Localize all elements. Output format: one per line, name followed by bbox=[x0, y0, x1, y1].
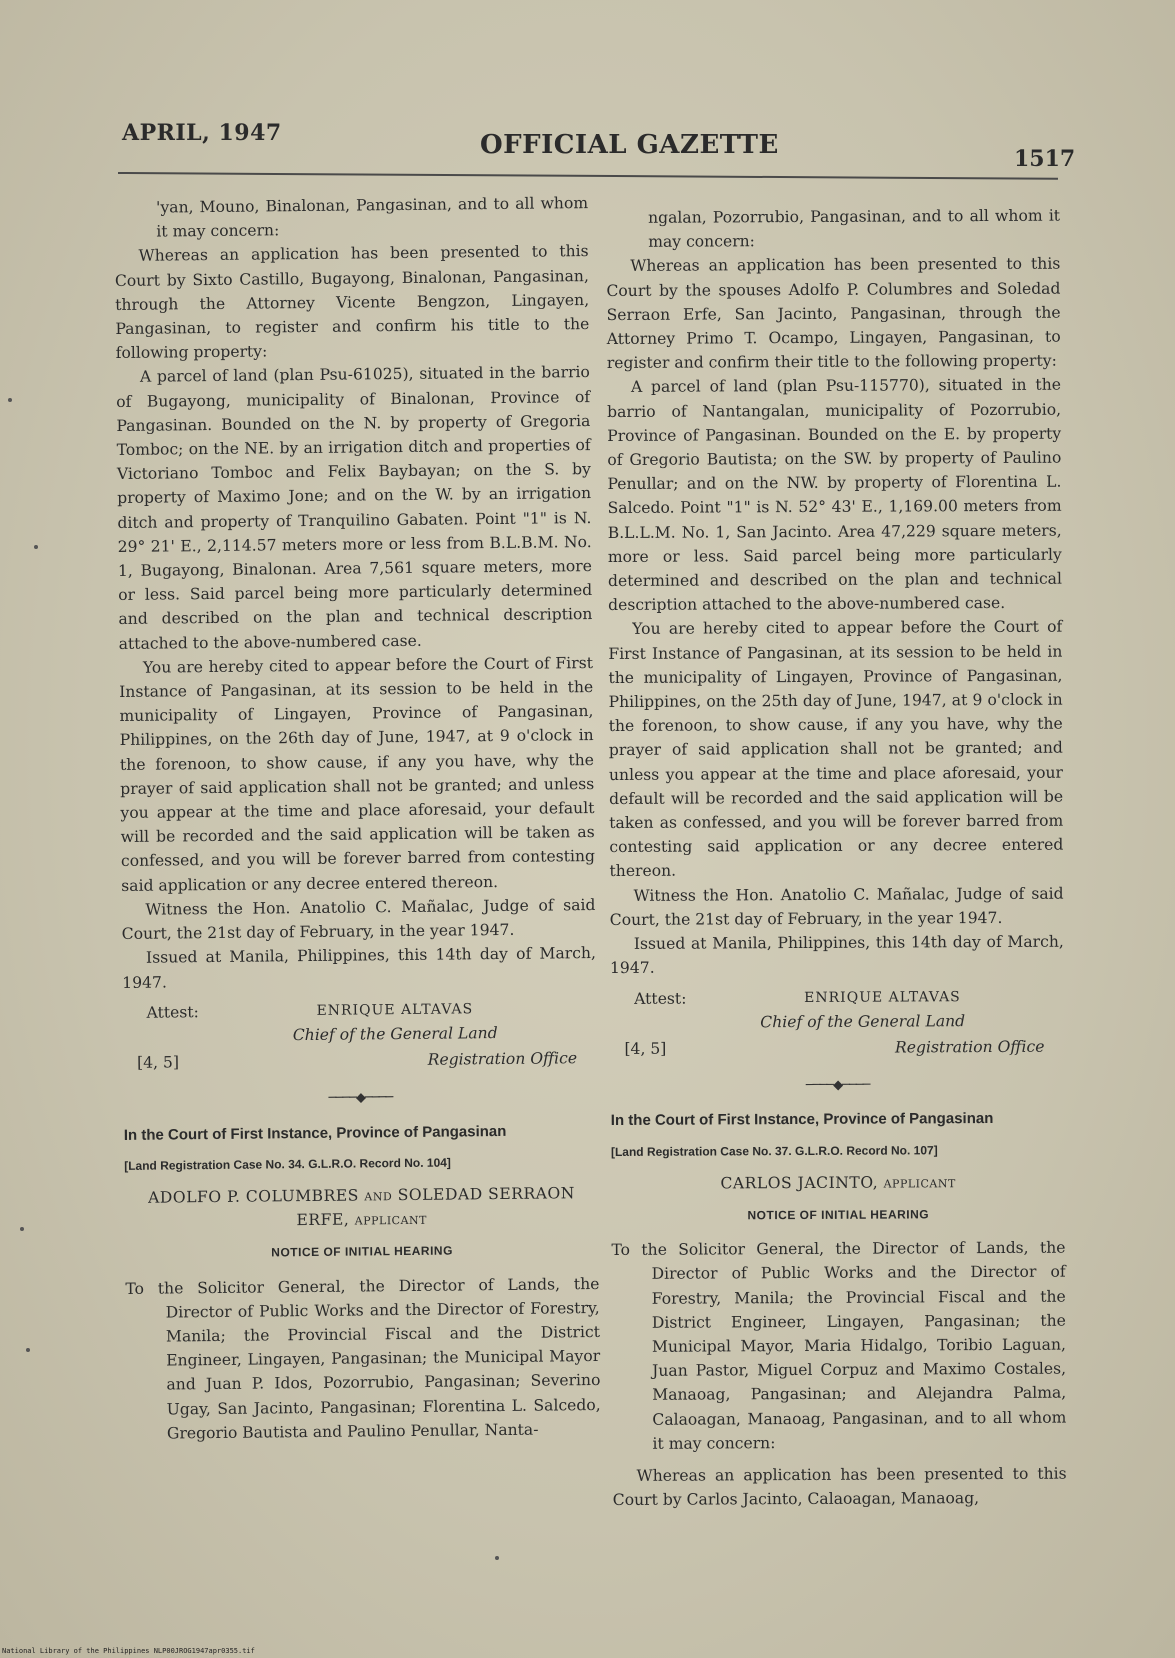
attest-name: ENRIQUE ALTAVAS bbox=[316, 1000, 474, 1019]
attest-label: Attest: bbox=[634, 989, 687, 1008]
scan-speck bbox=[34, 545, 38, 549]
paragraph: 'yan, Mouno, Binalonan, Pangasinan, and to all whom it may concern: bbox=[156, 194, 589, 241]
paragraph: You are hereby cited to appear before the Court of First Instance of Pangasinan, at its session to be held in the municipality of Lingayen, Province of Pangasinan, Philippines, on the 25th day of June, 1947, at 9 o'clock in the forenoon, to show cause, if any you have, why the prayer of said application shall not be granted; and unless you appear at the time and place aforesaid, your default will be recorded and the said application will be taken as confessed, and you will be forever barred from contesting said application or any decree entered thereon. bbox=[608, 618, 1064, 881]
paragraph: Issued at Manila, Philippines, this 14th day of March, 1947. bbox=[122, 944, 597, 992]
court-heading: In the Court of First Instance, Province of Pangasinan bbox=[610, 1110, 994, 1130]
attest-label: Attest: bbox=[146, 1002, 199, 1022]
paragraph: ngalan, Pozorrubio, Pangasinan, and to all whom it may concern: bbox=[648, 206, 1061, 251]
case-line: [Land Registration Case No. 37. G.L.R.O. Record No. 107] bbox=[610, 1142, 938, 1159]
applicant-line: CARLOS JACINTO, applicant bbox=[720, 1172, 956, 1193]
addressee-paragraph: To the Solicitor General, the Director of Lands, the Director of Public Works and the Director of Forestry, Manila; the Provincial Fiscal and the District Engineer, Lingayen, Pangasinan; the Municipal Mayor, Maria Hidalgo, Toribio Laguan, Juan Pastor, Miguel Corpuz and Maximo Costales, Manaoag, Pangasinan; and Alejandra Palma, Calaoagan, Manaoag, Pangasinan, and to all whom it may concern: bbox=[611, 1238, 1067, 1453]
attest-block bbox=[610, 984, 1064, 1011]
case-line: [Land Registration Case No. 34. G.L.R.O. Record No. 104] bbox=[124, 1155, 451, 1173]
attest-office: Registration Office bbox=[427, 1049, 578, 1069]
paragraph: Whereas an application has been presented to this Court by the spouses Adolfo P. Columbres and Soledad Serraon Erfe, San Jacinto, Pangasinan, through the Attorney Primo T. Ocampo, Lingayen, Pangasinan, to register and confirm their title to the following property: bbox=[606, 255, 1061, 373]
paragraph: You are hereby cited to appear before the Court of First Instance of Pangasinan, at its session to be held in the municipality of Lingayen, Province of Pangasinan, Philippines, on the 26th day of June, 1947, at 9 o'clock in the forenoon, to show cause, if any you have, why the prayer of said application shall not be granted; and unless you appear at the time and place aforesaid, your default will be recorded and the said application will be taken as confessed, and you will be forever barred from contesting said application or any decree entered thereon. bbox=[119, 653, 596, 895]
paragraph: Witness the Hon. Anatolio C. Mañalac, Judge of said Court, the 21st day of February, in the year 1947. bbox=[609, 884, 1064, 929]
left-column bbox=[114, 191, 601, 1446]
attest-office: Registration Office bbox=[894, 1037, 1045, 1057]
right-column bbox=[606, 204, 1067, 1513]
paragraph: Witness the Hon. Anatolio C. Mañalac, Judge of said Court, the 21st day of February, in the year 1947. bbox=[121, 895, 596, 944]
notice-heading: NOTICE OF INITIAL HEARING bbox=[747, 1207, 930, 1223]
court-heading: In the Court of First Instance, Province of Pangasinan bbox=[123, 1122, 507, 1144]
section-divider: ────◆──── bbox=[805, 1077, 870, 1094]
paragraph: Whereas an application has been presented to this Court by Carlos Jacinto, Calaoagan, Manaoag, bbox=[612, 1464, 1067, 1510]
attest-reg-line bbox=[123, 1046, 597, 1075]
publication-ref: [4, 5] bbox=[136, 1053, 180, 1072]
attest-reg-line bbox=[610, 1035, 1064, 1062]
attest-chief: Chief of the General Land bbox=[760, 1011, 966, 1031]
attest-name: ENRIQUE ALTAVAS bbox=[804, 988, 961, 1006]
page-number: 1517 bbox=[1014, 146, 1076, 172]
scan-speck bbox=[8, 398, 12, 402]
paragraph: A parcel of land (plan Psu-115770), situated in the barrio of Nantangalan, municipality of Pozorrubio, Province of Pangasinan. Bounded on the E. by property of Gregorio Bautista; on the SW. by property of Paulino Penullar; and on the NW. by property of Florentina L. Salcedo. Point "1" is N. 52° 43' E., 1,169.00 meters from B.L.L.M. No. 1, San Jacinto. Area 47,229 square meters, more or less. Said parcel being more particularly determined and described on the plan and technical description attached to the above-numbered case. bbox=[607, 376, 1063, 615]
header-title: OFFICIAL GAZETTE bbox=[480, 130, 779, 160]
applicant-line: ADOLFO P. COLUMBRES and SOLEDAD SERRAON ERFE, applicant bbox=[148, 1184, 575, 1230]
publication-ref: [4, 5] bbox=[624, 1039, 667, 1058]
notice-heading: NOTICE OF INITIAL HEARING bbox=[271, 1243, 453, 1260]
scan-footer: National Library of the Philippines NLP00JROG1947apr0355.tif bbox=[2, 1647, 255, 1655]
header-date: APRIL, 1947 bbox=[122, 120, 282, 146]
paragraph: A parcel of land (plan Psu-61025), situated in the barrio of Bugayong, municipality of Binalonan, Province of Pangasinan. Bounded on the N. by property of Gregoria Tomboc; on the NE. by an irrigation ditch and properties of Victoriano Tomboc and Felix Baybayan; on the S. by property of Maximo Jone; and on the W. by an irrigation ditch and property of Tranquilino Gabaten. Point "1" is N. 29° 21' E., 2,114.57 meters more or less from B.L.B.M. No. 1, Bugayong, Binalonan. Area 7,561 square meters, more or less. Said parcel being more particularly determined and described on the plan and technical description attached to the above-numbered case. bbox=[116, 363, 593, 653]
header-rule bbox=[118, 172, 1058, 180]
scan-speck bbox=[20, 1227, 24, 1231]
scan-speck bbox=[495, 1556, 499, 1560]
paragraph: Issued at Manila, Philippines, this 14th day of March, 1947. bbox=[609, 932, 1064, 978]
paragraph: Whereas an application has been presented to this Court by Sixto Castillo, Bugayong, Binalonan, Pangasinan, through the Attorney Vicente Bengzon, Lingayen, Pangasinan, to register and confirm his title to the following property: bbox=[114, 242, 590, 363]
attest-chief: Chief of the General Land bbox=[292, 1023, 498, 1045]
addressee-paragraph: To the Solicitor General, the Director of Lands, the Director of Public Works and the Director of Forestry, Manila; the Provincial Fiscal and the District Engineer, Lingayen, Pangasinan; the Municipal Mayor and Juan P. Idos, Pozorrubio, Pangasinan; Severino Ugay, San Jacinto, Pangasinan; Florentina L. Salcedo, Gregorio Bautista and Paulino Penullar, Nanta- bbox=[125, 1274, 601, 1443]
scan-speck bbox=[26, 1348, 30, 1352]
section-divider: ────◆──── bbox=[328, 1090, 393, 1107]
